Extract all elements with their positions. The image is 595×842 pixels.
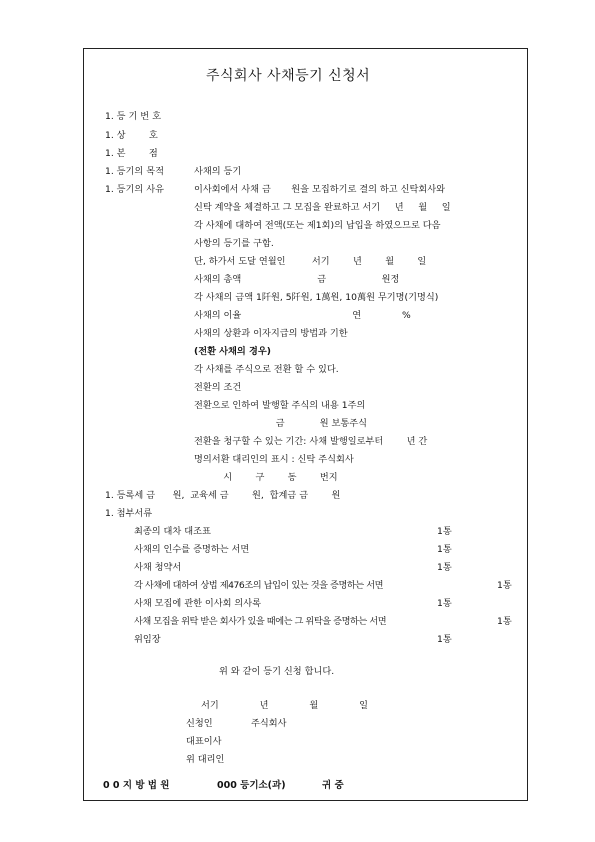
head-office-label: 1. 본 점	[105, 148, 158, 159]
conversion-line: 전환의 조건	[194, 382, 242, 393]
attachment-count: 1통	[437, 634, 452, 645]
date-line: 서기 년 월 일	[201, 700, 369, 711]
reason-line: 사항의 등기를 구함.	[194, 238, 274, 249]
attachment-count: 1통	[437, 598, 452, 609]
reason-line: 사채의 상환과 이자지급의 방법과 기한	[194, 328, 348, 339]
agent-label: 위 대리인	[186, 754, 225, 765]
conversion-line: 각 사채를 주식으로 전환 할 수 있다.	[194, 364, 339, 375]
attachment-name: 사채 모집을 위탁 받은 회사가 있을 때에는 그 위탁을 증명하는 서면	[134, 616, 387, 627]
request-statement: 위 와 같이 등기 신청 합니다.	[219, 666, 335, 677]
conversion-line: 명의서환 대리인의 표시 : 신탁 주식회사	[194, 454, 354, 465]
conversion-line: 금 원 보통주식	[194, 418, 367, 429]
reason-line: 사채의 이율 연 %	[194, 310, 411, 321]
attachment-name: 최종의 대차 대조표	[134, 526, 211, 537]
reason-line: 단, 하가서 도달 연월인 서기 년 월 일	[194, 256, 427, 267]
reason-line: 각 사채의 금액 1阡원, 5阡원, 1萬원, 10萬원 무기명(기명식)	[194, 292, 439, 303]
attachment-name: 사채 모집에 관한 이사회 의사록	[134, 598, 262, 609]
representative-label: 대표이사	[186, 736, 222, 747]
attachment-name: 사채 청약서	[134, 562, 182, 573]
attachment-count: 1통	[437, 562, 452, 573]
reason-line: 신탁 계약을 체결하고 그 모집을 완료하고 서기 년 월 일	[194, 202, 451, 213]
registration-number-label: 1. 등 기 번 호	[105, 111, 161, 122]
registration-purpose-value: 사채의 등기	[194, 166, 242, 177]
tax-line: 1. 등록세 금 원, 교육세 금 원, 합계금 금 원	[105, 490, 341, 501]
trade-name-label: 1. 상 호	[105, 130, 158, 141]
attachment-count: 1통	[437, 544, 452, 555]
applicant-label: 신청인	[186, 718, 213, 729]
attachment-name: 사채의 인수를 증명하는 서면	[134, 544, 250, 555]
conversion-line: 시 구 동 번지	[194, 472, 338, 483]
conversion-heading: (전환 사채의 경우)	[194, 346, 271, 357]
registry-office: 000 등기소(과)	[217, 780, 286, 791]
reason-line: 이사회에서 사채 금 원을 모집하기로 결의 하고 신탁회사와	[194, 184, 445, 195]
attachment-count: 1통	[497, 616, 512, 627]
attachment-name: 각 사채에 대하여 상법 제476조의 납입이 있는 것을 증명하는 서면	[134, 580, 384, 591]
document-title: 주식회사 사채등기 신청서	[206, 68, 371, 84]
attachments-label: 1. 첨부서류	[105, 508, 153, 519]
attachment-name: 위임장	[134, 634, 161, 645]
reason-line: 각 사채에 대하여 전액(또는 제1회)의 납입을 하였으므로 다음	[194, 220, 441, 231]
addressee: 귀 중	[322, 780, 344, 791]
attachment-count: 1통	[437, 526, 452, 537]
registration-reason-label: 1. 등기의 사유	[105, 184, 164, 195]
conversion-line: 전환을 청구할 수 있는 기간: 사채 발행일로부터 년 간	[194, 436, 428, 447]
conversion-line: 전환으로 인하여 발행할 주식의 내용 1주의	[194, 400, 366, 411]
attachment-count: 1통	[497, 580, 512, 591]
reason-line: 사채의 총액 금 원정	[194, 274, 400, 285]
applicant-company: 주식회사	[251, 718, 287, 729]
registration-purpose-label: 1. 등기의 목적	[105, 166, 164, 177]
court-name: 0 0 지 방 법 원	[103, 780, 170, 791]
